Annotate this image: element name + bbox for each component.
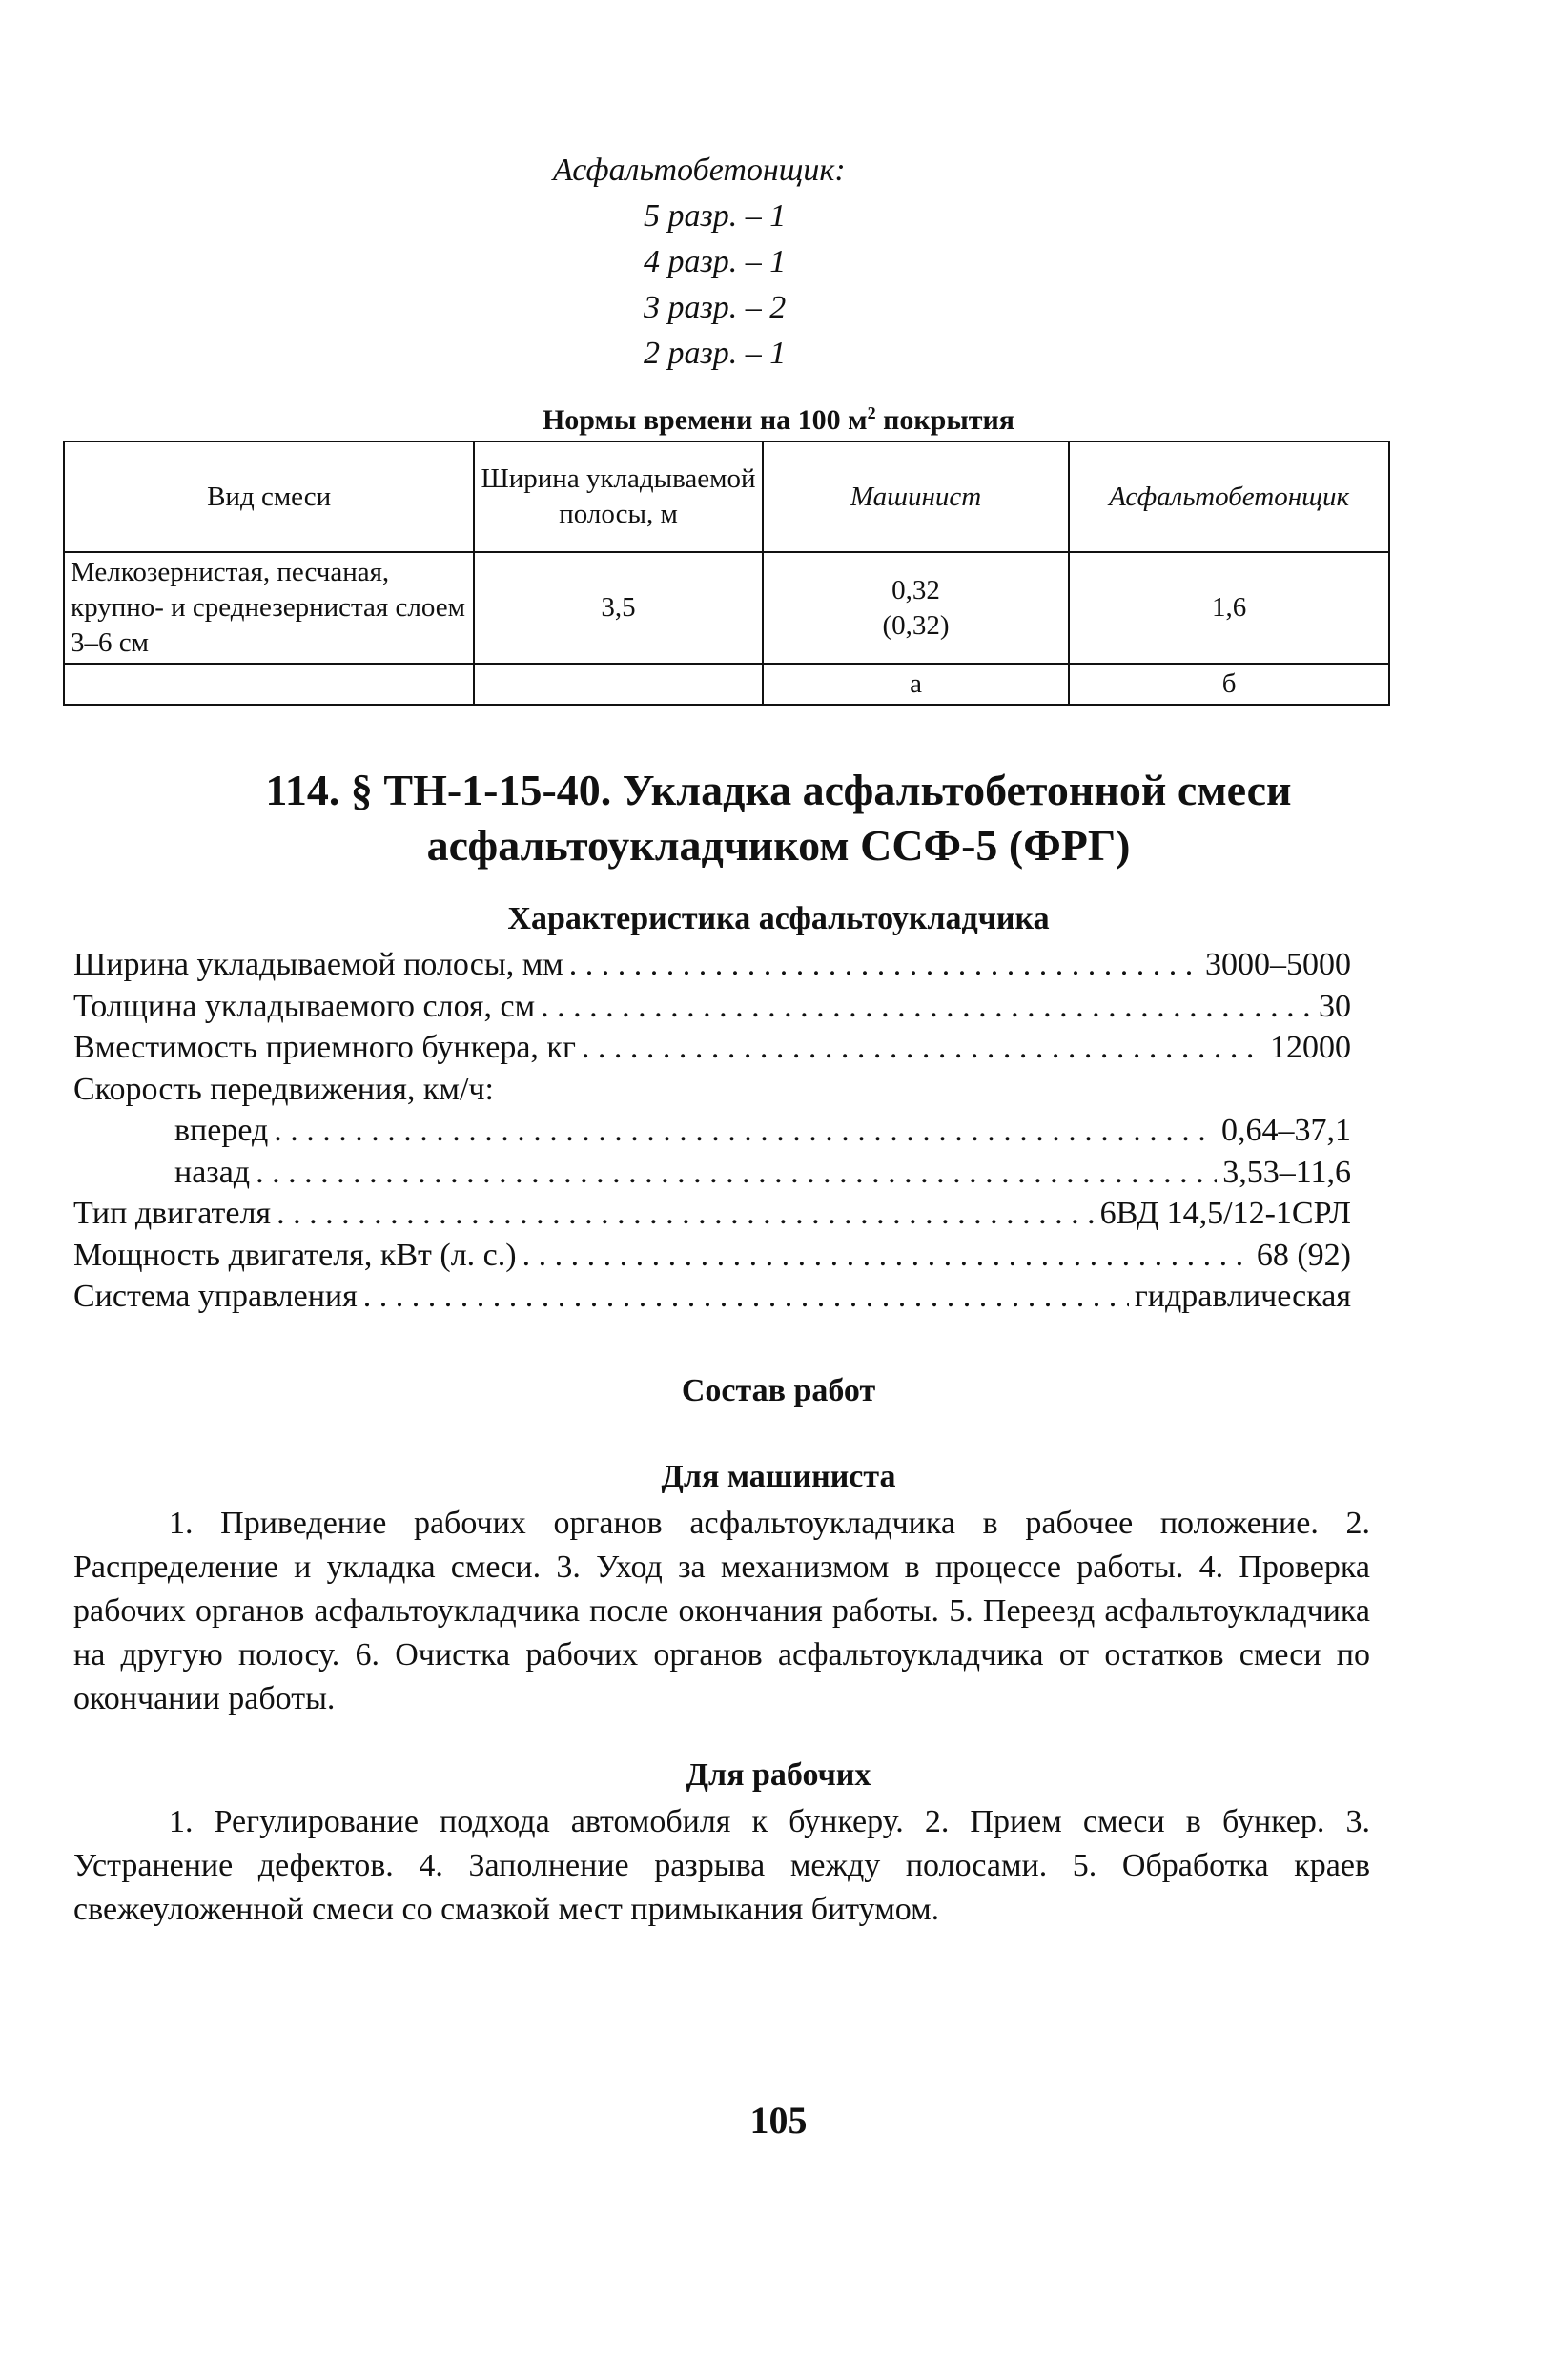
index-empty	[64, 664, 474, 705]
header-operator: Машинист	[763, 441, 1069, 552]
index-b: б	[1069, 664, 1389, 705]
spec-row: назад . . . 3,53–11,6	[73, 1152, 1351, 1194]
index-empty	[474, 664, 763, 705]
workers-text: 1. Регулирование подхода автомобиля к бункеру. 2. Прием смеси в бункер. 3. Устранение дефектов. 4. Заполнение разрыва между полосами. 5. Обработка краев свежеуложенной смеси со смазкой мест примыкания битумом.	[73, 1804, 1370, 1927]
crew-row: 4 разр. – 1	[644, 244, 787, 279]
cell-mix: Мелкозернистая, песчаная, крупно- и среднезернистая слоем 3–6 см	[64, 552, 474, 664]
specs-list	[73, 944, 1351, 1318]
spec-row: Вместимость приемного бункера, кг . . . 12000	[73, 1027, 1351, 1069]
page-number: 105	[749, 2099, 808, 2142]
spec-row: Толщина укладываемого слоя, см . . . 30	[73, 986, 1351, 1028]
section-title: 114. § ТН-1-15-40. Укладка асфальтобетонной смеси асфальтоукладчиком ССФ-5 (ФРГ)	[265, 766, 1292, 870]
index-a: а	[763, 664, 1069, 705]
table-header-row	[64, 441, 1389, 552]
header-width: Ширина укладываемой полосы, м	[474, 441, 763, 552]
cell-width: 3,5	[474, 552, 763, 664]
spec-row: Тип двигателя . . . 6ВД 14,5/12-1СРЛ	[73, 1193, 1351, 1235]
work-heading: Состав работ	[681, 1373, 876, 1408]
cell-operator: 0,32 (0,32)	[763, 552, 1069, 664]
crew-row: 2 разр. – 1	[644, 336, 787, 371]
crew-row: 5 разр. – 1	[644, 198, 787, 234]
operator-text: 1. Приведение рабочих органов асфальтоукладчика в рабочее положение. 2. Распределение и укладка смеси. 3. Уход за механизмом в процессе работы. 4. Проверка рабочих органов асфальтоукладчика после окончания работы. 5. Переезд асфальтоукладчика на другую полосу. 6. Очистка рабочих органов асфальтоукладчика от остатков смеси по окончании работы.	[73, 1506, 1370, 1716]
header-mix: Вид смеси	[64, 441, 474, 552]
spec-row: Ширина укладываемой полосы, мм . . . 3000–5000	[73, 944, 1351, 986]
operator-heading: Для машиниста	[661, 1459, 896, 1494]
table-index-row	[64, 664, 1389, 705]
spec-row: Скорость передвижения, км/ч:	[73, 1071, 494, 1107]
table-row	[64, 552, 1389, 664]
workers-heading: Для рабочих	[686, 1757, 871, 1793]
cell-worker: 1,6	[1069, 552, 1389, 664]
specs-heading: Характеристика асфальтоукладчика	[507, 901, 1050, 936]
crew-row: 3 разр. – 2	[644, 290, 787, 325]
header-worker: Асфальтобетонщик	[1069, 441, 1389, 552]
norms-table-title: Нормы времени на 100 $м^2$ покрытия	[542, 403, 1015, 436]
crew-title: Асфальтобетонщик:	[553, 153, 846, 188]
spec-row: Система управления . . . гидравлическая	[73, 1276, 1351, 1318]
crew-composition	[553, 148, 846, 377]
spec-row: Мощность двигателя, кВт (л. с.) . . . 68 (92)	[73, 1235, 1351, 1277]
norms-table	[63, 441, 1390, 706]
spec-row: вперед . . . 0,64–37,1	[73, 1110, 1351, 1152]
